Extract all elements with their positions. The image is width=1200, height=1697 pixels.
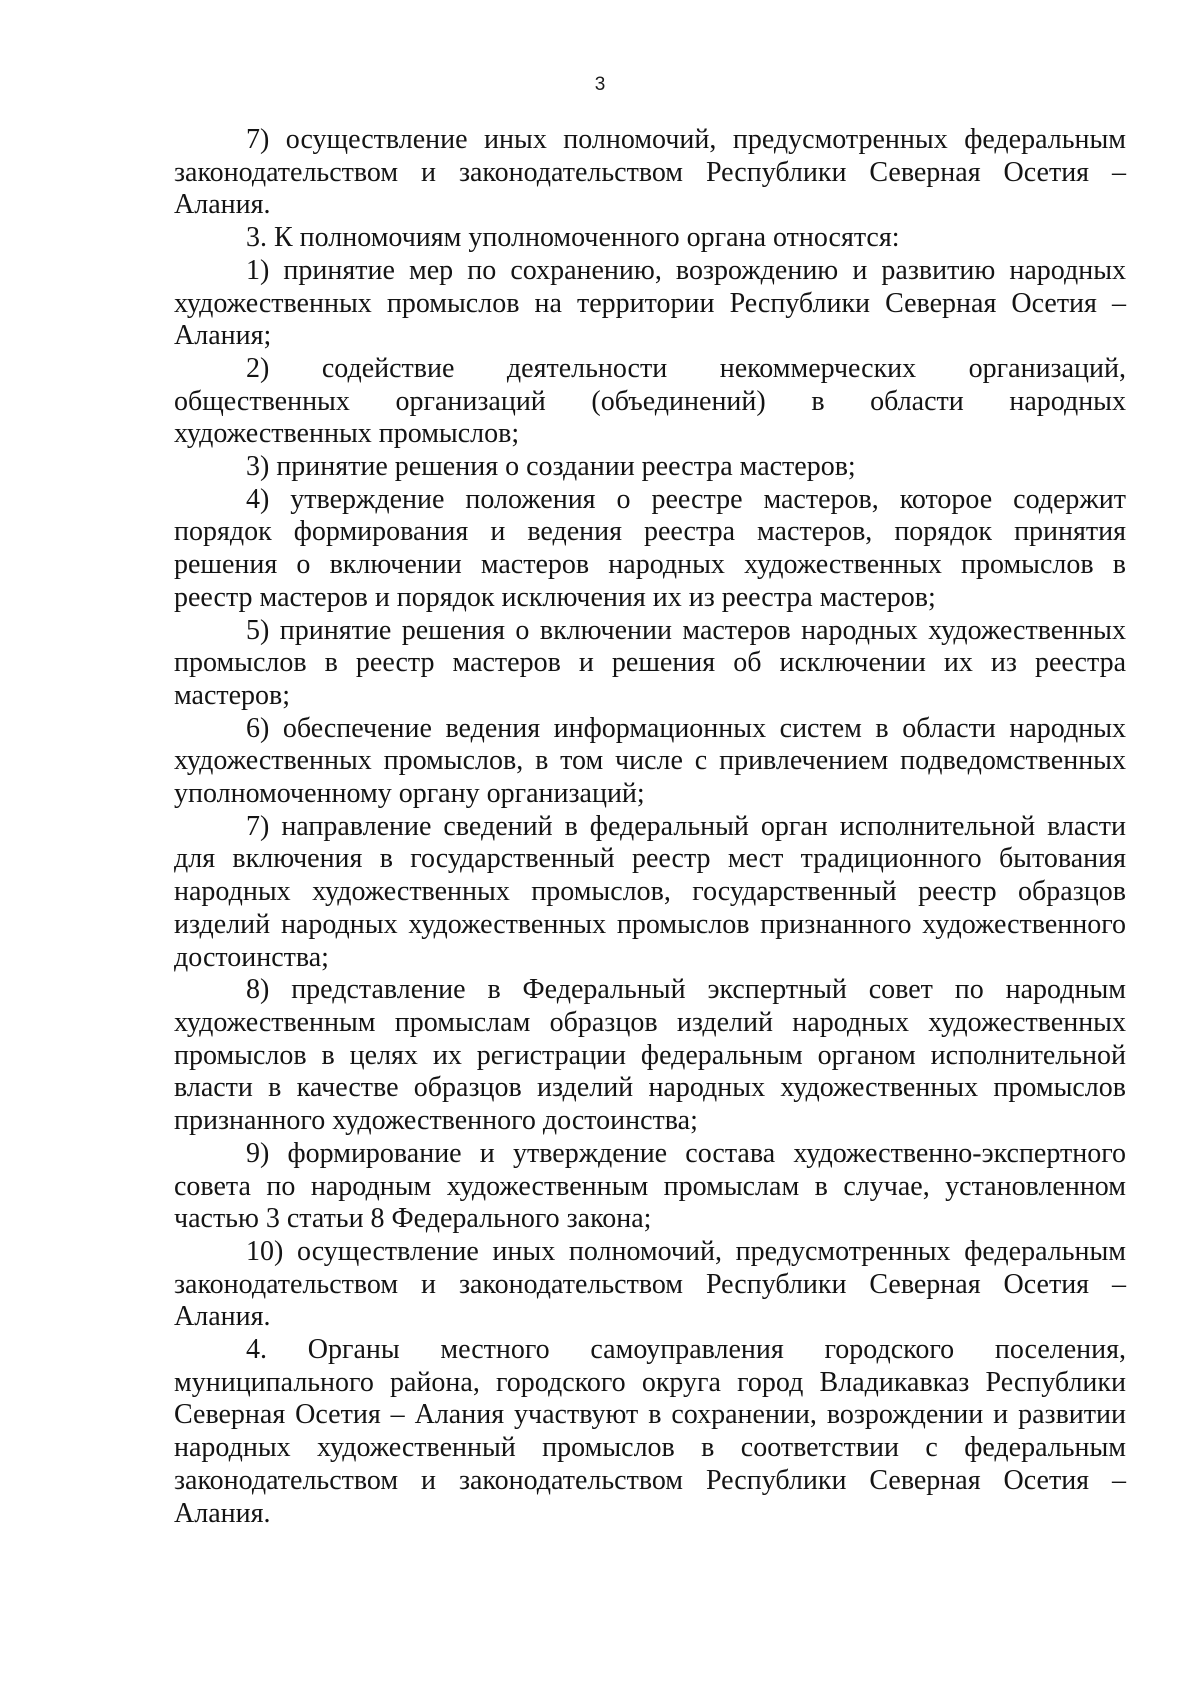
paragraph-item-8: 8) представление в Федеральный экспертный совет по народным художественным промыслам образцов изделий народных художественных промыслов в целях их регистрации федеральным органом исполнительной власти в качестве образцов изделий народных художественных промыслов признанного художественного достоинства; xyxy=(174,974,1126,1137)
paragraph-item-3: 3) принятие решения о создании реестра мастеров; xyxy=(246,451,856,483)
page-number: 3 xyxy=(594,74,606,95)
paragraph-section-4: 4. Органы местного самоуправления городского поселения, муниципального района, городского округа город Владикавказ Республики Северная Осетия – Алания участвуют в сохранении, возрождении и развитии народных художественный промыслов в соответствии с федеральным законодательством и законодательством Республики Северная Осетия – Алания. xyxy=(174,1334,1126,1529)
paragraph-item-1: 1) принятие мер по сохранению, возрождению и развитию народных художественных промыслов на территории Республики Северная Осетия – Алания; xyxy=(174,254,1126,352)
document-body xyxy=(174,124,1126,1530)
paragraph-item-9: 9) формирование и утверждение состава художественно-экспертного совета по народным художественным промыслам в случае, установленном частью 3 статьи 8 Федерального закона; xyxy=(174,1137,1126,1235)
paragraph-item-6: 6) обеспечение ведения информационных систем в области народных художественных промыслов, в том числе с привлечением подведомственных уполномоченному органу организаций; xyxy=(174,712,1126,810)
paragraph-item-4: 4) утверждение положения о реестре мастеров, которое содержит порядок формирования и ведения реестра мастеров, порядок принятия решения о включении мастеров народных художественных промыслов в реестр мастеров и порядок исключения их из реестра мастеров; xyxy=(174,483,1126,613)
paragraph-section-3-heading: 3. К полномочиям уполномоченного органа относятся: xyxy=(246,222,900,254)
paragraph-authority-item-7-general: 7) осуществление иных полномочий, предусмотренных федеральным законодательством и законодательством Республики Северная Осетия – Алания. xyxy=(174,124,1126,221)
paragraph-item-5: 5) принятие решения о включении мастеров народных художественных промыслов в реестр мастеров и решения об исключении их из реестра мастеров; xyxy=(174,614,1126,711)
paragraph-item-2: 2) содействие деятельности некоммерческих организаций, общественных организаций (объединений) в области народных художественных промыслов; xyxy=(174,352,1126,450)
paragraph-item-10: 10) осуществление иных полномочий, предусмотренных федеральным законодательством и законодательством Республики Северная Осетия – Алания. xyxy=(174,1235,1126,1333)
paragraph-item-7: 7) направление сведений в федеральный орган исполнительной власти для включения в государственный реестр мест традиционного бытования народных художественных промыслов, государственный реестр образцов изделий народных художественных промыслов признанного художественного достоинства; xyxy=(174,810,1126,973)
